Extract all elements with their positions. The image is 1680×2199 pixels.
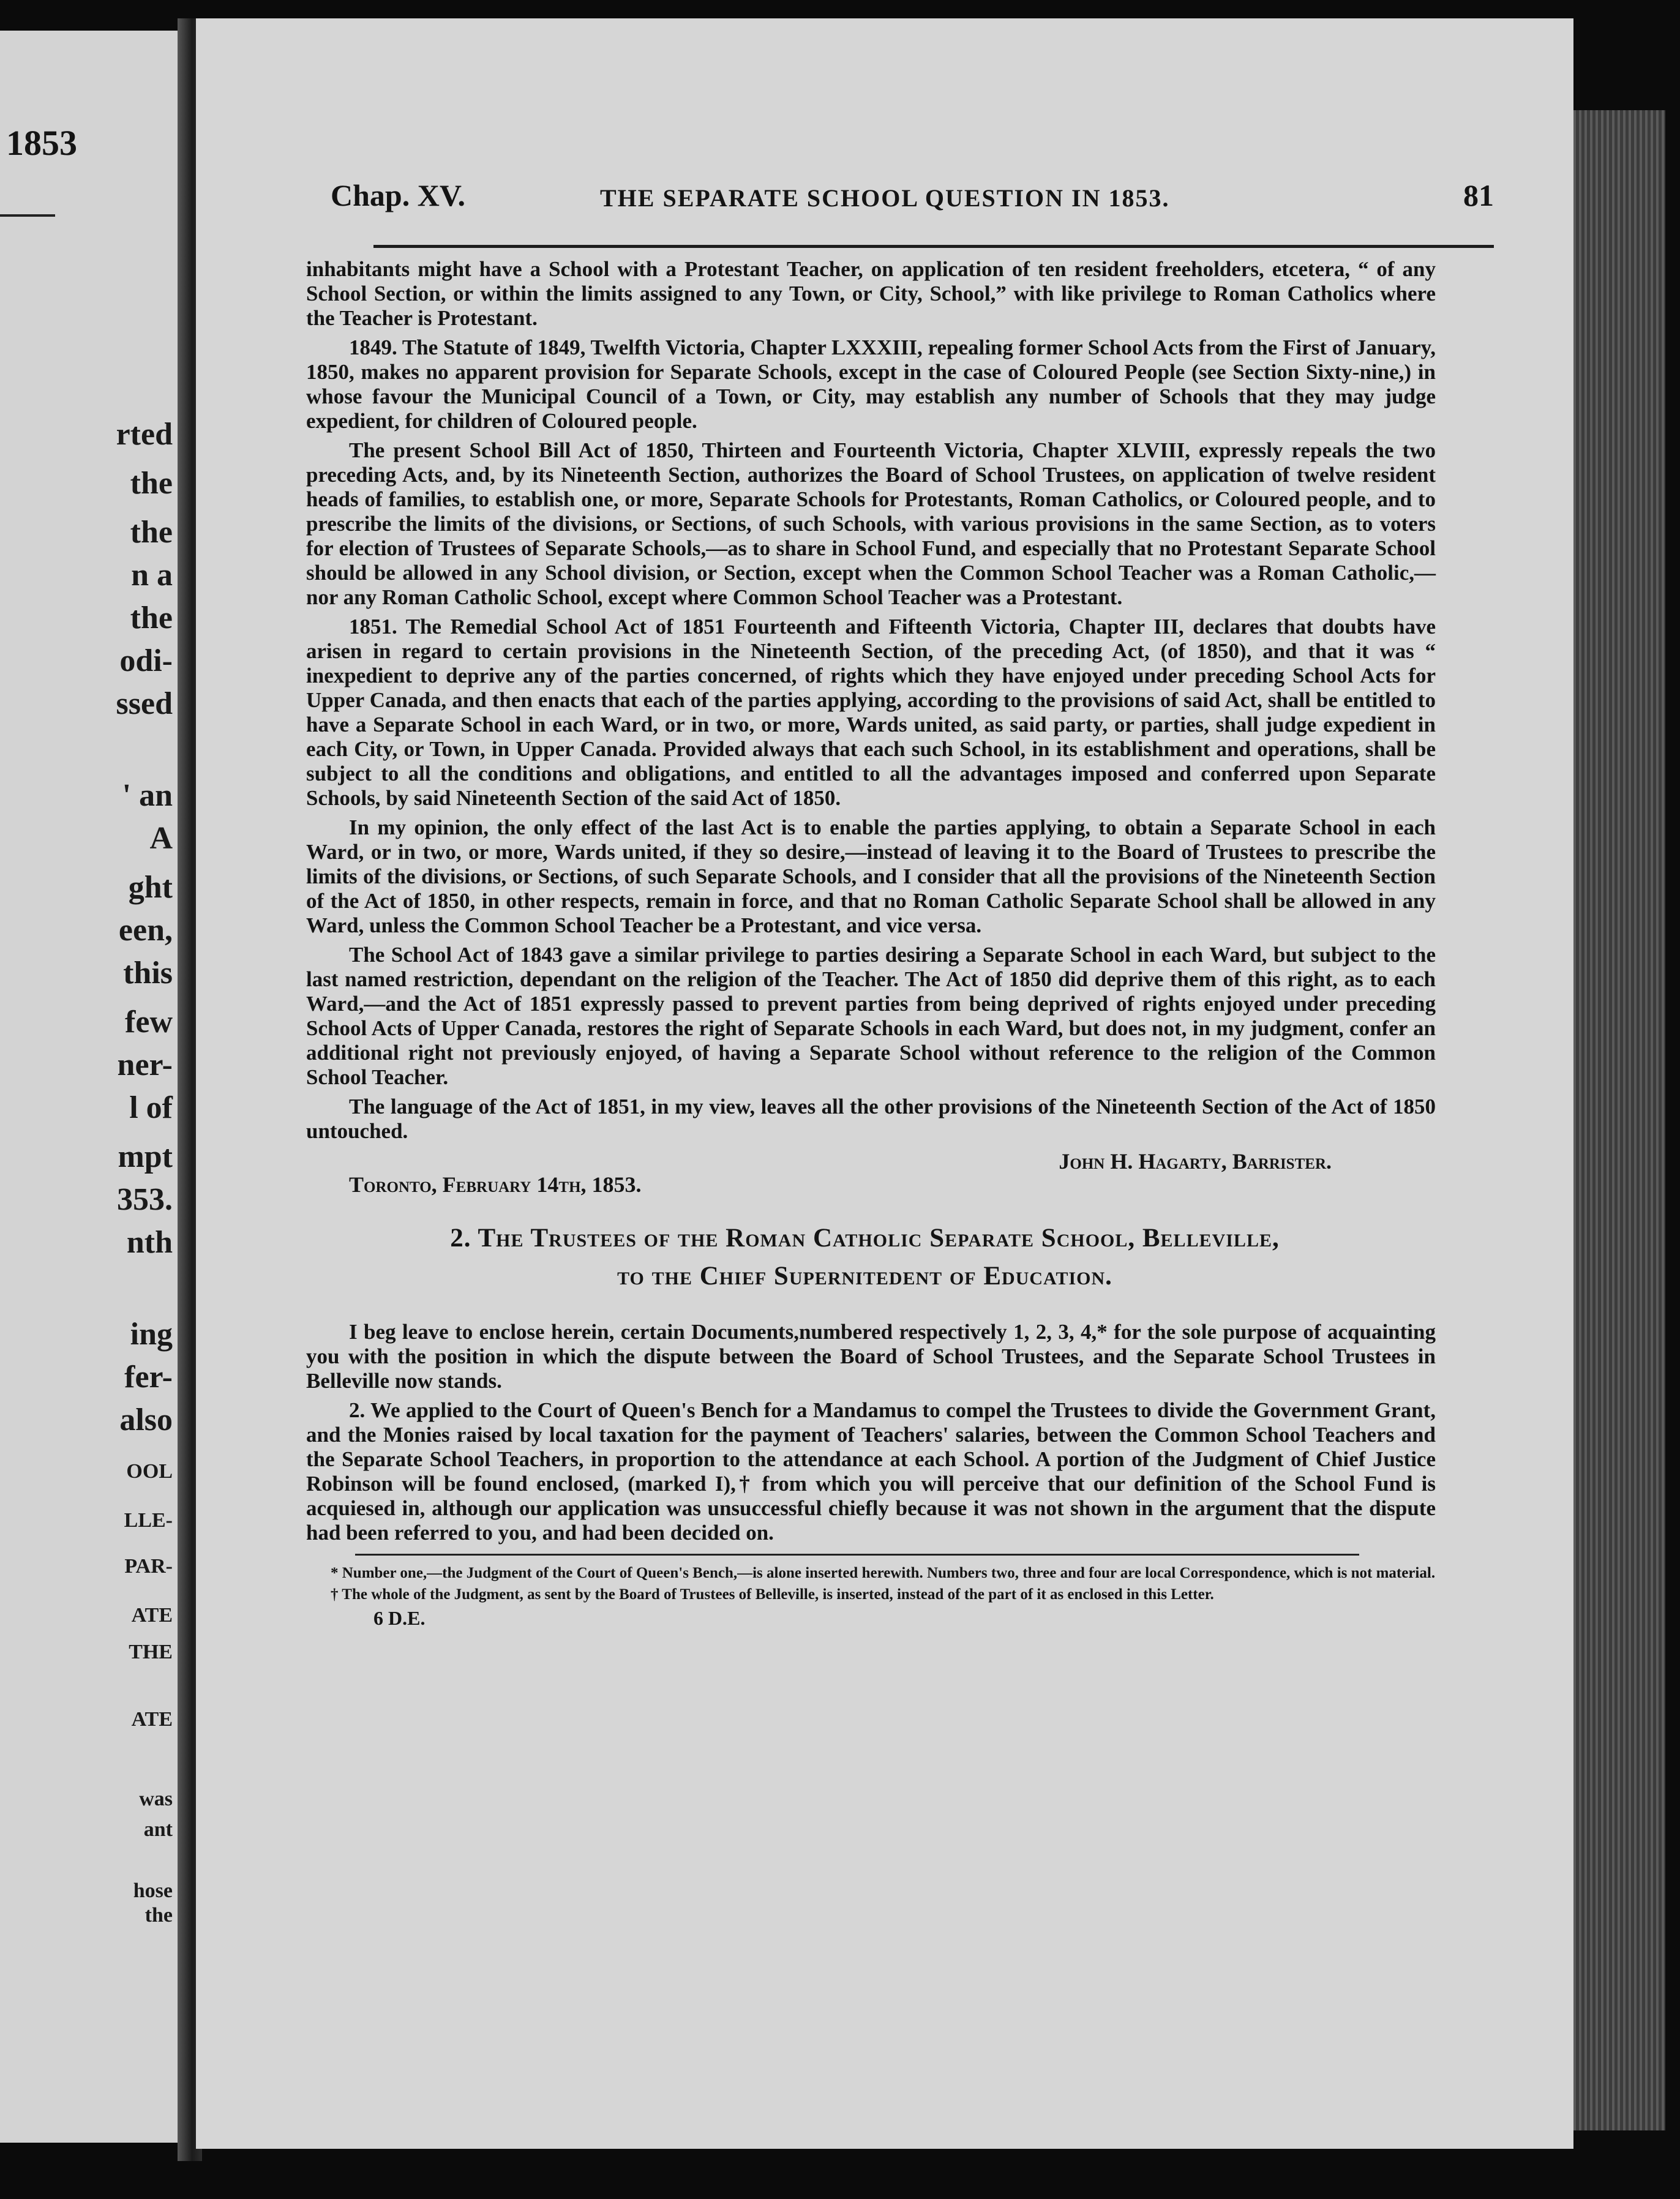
section-heading-line: to the Chief Supernitedent of Education. bbox=[617, 1262, 1112, 1291]
previous-page-fragment: ght bbox=[128, 870, 173, 905]
paragraph: In my opinion, the only effect of the last Act is to enable the parties applying, to obtain a Separate School in each Ward, or in two, or more, Wards united, if they so desire,—instead of leaving it to the Board of Trustees to prescribe the limits of the divisions, or Sections, of such Separate Schools, and I consider that all the provisions of the Nineteenth Section of the Act of 1850, in other respects, remain in force, and that no Roman Catholic Separate School shall be allowed in any Ward, unless the Common School Teacher be a Protestant, and vice versa. bbox=[306, 815, 1436, 937]
previous-page-fragment: rted bbox=[116, 417, 173, 452]
body-text bbox=[306, 257, 1436, 1630]
section-heading bbox=[294, 1219, 1436, 1295]
previous-page-fragment: 353. bbox=[117, 1182, 173, 1217]
header-rule bbox=[373, 245, 1494, 248]
previous-page-fragment: this bbox=[123, 956, 173, 991]
previous-page-fragment: n a bbox=[131, 558, 173, 593]
paragraph: The present School Bill Act of 1850, Thirteen and Fourteenth Victoria, Chapter XLVIII, expressly repeals the two preceding Acts, and, by its Nineteenth Section, authorizes the Board of School Trustees, on application of twelve resident heads of families, to establish one, or more, Separate Schools for Protestants, Roman Catholics, or Coloured people, and to prescribe the limits of the divisions, or Sections, of such Schools, with various provisions in the same Section, as to voters for election of Trustees of Separate Schools,—as to share in School Fund, and especially that no Protestant Separate School should be allowed in any School division, or Section, except when the Common School Teacher was a Roman Catholic,—nor any Roman Catholic School, except where Common School Teacher was a Protestant. bbox=[306, 438, 1436, 609]
previous-page-fragment: ATE bbox=[131, 1604, 173, 1627]
previous-page-fragment: was bbox=[139, 1788, 173, 1810]
signature-block bbox=[306, 1148, 1436, 1204]
paragraph: The language of the Act of 1851, in my view, leaves all the other provisions of the Nineteenth Section of the Act of 1850 untouched. bbox=[306, 1095, 1436, 1143]
place-date: Toronto, February 14th, 1853. bbox=[349, 1172, 642, 1197]
running-head bbox=[331, 178, 1494, 227]
letter-paragraph: I beg leave to enclose herein, certain Documents,numbered respectively 1, 2, 3, 4,* for the sole purpose of acquainting you with the position in which the dispute between the Board of School Trustees, and the Separate School Trustees in Belleville now stands. bbox=[306, 1320, 1436, 1393]
footnote-rule bbox=[355, 1554, 1359, 1556]
printer-signature-mark: 6 D.E. bbox=[373, 1607, 426, 1629]
previous-page-fragment: fer- bbox=[124, 1360, 173, 1395]
previous-page-running-head: 1853 bbox=[6, 123, 77, 163]
previous-page-fragment: A bbox=[149, 821, 173, 856]
previous-page-fragment: the bbox=[130, 601, 173, 635]
running-title: THE SEPARATE SCHOOL QUESTION IN 1853. bbox=[600, 184, 1170, 212]
previous-page-fragment: ATE bbox=[131, 1708, 173, 1731]
previous-page-fragment: the bbox=[130, 515, 173, 550]
chapter-label: Chap. XV. bbox=[331, 178, 465, 212]
footnote: † The whole of the Judgment, as sent by the Board of Trustees of Belleville, is inserted, instead of the part of it as enclosed in this Letter. bbox=[331, 1586, 1214, 1603]
previous-page-fragment: een, bbox=[118, 913, 173, 948]
previous-page-fragment: also bbox=[119, 1403, 173, 1437]
previous-page-fragment: hose bbox=[133, 1879, 173, 1902]
previous-page-edge bbox=[0, 31, 184, 2143]
previous-page-fragment: mpt bbox=[118, 1139, 173, 1174]
previous-page-fragment: ner- bbox=[117, 1047, 173, 1082]
paragraph: inhabitants might have a School with a Protestant Teacher, on application of ten resident freeholders, etcetera, “ of any School Section, or within the limits assigned to any Town, or City, School,” with like privilege to Roman Catholics where the Teacher is Protestant. bbox=[306, 257, 1436, 330]
previous-page-fragment: ant bbox=[143, 1818, 173, 1841]
previous-page-fragment: nth bbox=[126, 1225, 173, 1260]
previous-page-fragment: the bbox=[130, 466, 173, 501]
previous-page-fragment: few bbox=[125, 1005, 173, 1040]
book-page-edges bbox=[1573, 110, 1665, 2130]
previous-page-fragment: PAR- bbox=[124, 1555, 173, 1578]
previous-page-fragment: the bbox=[144, 1904, 173, 1927]
previous-page-fragment: LLE- bbox=[124, 1509, 173, 1532]
section-heading-line: 2. The Trustees of the Roman Catholic Separate School, Belleville, bbox=[450, 1224, 1280, 1253]
previous-page-fragment: odi- bbox=[119, 643, 173, 678]
previous-page-fragment: OOL bbox=[126, 1460, 173, 1483]
paragraph: The School Act of 1843 gave a similar privilege to parties desiring a Separate School in each Ward, but subject to the last named restriction, dependant on the religion of the Teacher. The Act of 1850 did deprive them of this right, as to each Ward,—and the Act of 1851 expressly passed to prevent parties from being deprived of rights enjoyed under preceding School Acts of Upper Canada, restores the right of Separate Schools in each Ward, but does not, in my judgment, confer an additional right not previously enjoyed, of having a Separate School without reference to the religion of the Common School Teacher. bbox=[306, 943, 1436, 1089]
previous-page-fragment: l of bbox=[129, 1090, 173, 1125]
previous-page-fragment: ' an bbox=[122, 778, 173, 813]
letter-paragraph: 2. We applied to the Court of Queen's Bench for a Mandamus to compel the Trustees to divide the Government Grant, and the Monies raised by local taxation for the payment of Teachers' salaries, between the Common School Teachers and the Separate School Teachers, in proportion to the attendance at each School. A portion of the Judgment of Chief Justice Robinson will be found enclosed, (marked I),† from which you will perceive that our definition of the School Fund is acquiesed in, although our application was unsuccessful chiefly because it was not shown in the argument that the dispute had been referred to you, and had been decided on. bbox=[306, 1398, 1436, 1545]
previous-page-fragment: ing bbox=[130, 1317, 173, 1352]
previous-page-rule bbox=[0, 214, 55, 217]
paragraph: 1849. The Statute of 1849, Twelfth Victoria, Chapter LXXXIII, repealing former School Acts from the First of January, 1850, makes no apparent provision for Separate Schools, except in the case of Coloured People (see Section Sixty-nine,) in whose favour the Municipal Council of a Town, or City, may establish any number of Schools that they may judge expedient, for children of Coloured people. bbox=[306, 335, 1436, 433]
signatory-name: John H. Hagarty, Barrister. bbox=[1059, 1149, 1332, 1174]
previous-page-fragment: THE bbox=[129, 1641, 173, 1663]
previous-page-fragment: ssed bbox=[116, 686, 173, 721]
paragraph: 1851. The Remedial School Act of 1851 Fourteenth and Fifteenth Victoria, Chapter III, declares that doubts have arisen in regard to certain provisions in the Nineteenth Section, of the preceding Act, (of 1850), and that it was “ inexpedient to deprive any of the parties concerned, of rights which they have enjoyed under preceding School Acts for Upper Canada, and then enacts that each of the parties applying, according to the provisions of said Act, shall be entitled to have a Separate School in each Ward, or in two, or more, Wards united, as said party, or parties, shall judge expedient in each City, or Town, in Upper Canada. Provided always that each such School, in its establishment and operations, shall be subject to all the conditions and obligations, and entitled to all the advantages imposed and conferred upon Separate Schools, by said Nineteenth Section of the said Act of 1850. bbox=[306, 615, 1436, 810]
page-number: 81 bbox=[1463, 178, 1494, 212]
footnote: * Number one,—the Judgment of the Court of Queen's Bench,—is alone inserted herewith. Numbers two, three and four are local Correspondence, which is not material. bbox=[331, 1565, 1436, 1581]
